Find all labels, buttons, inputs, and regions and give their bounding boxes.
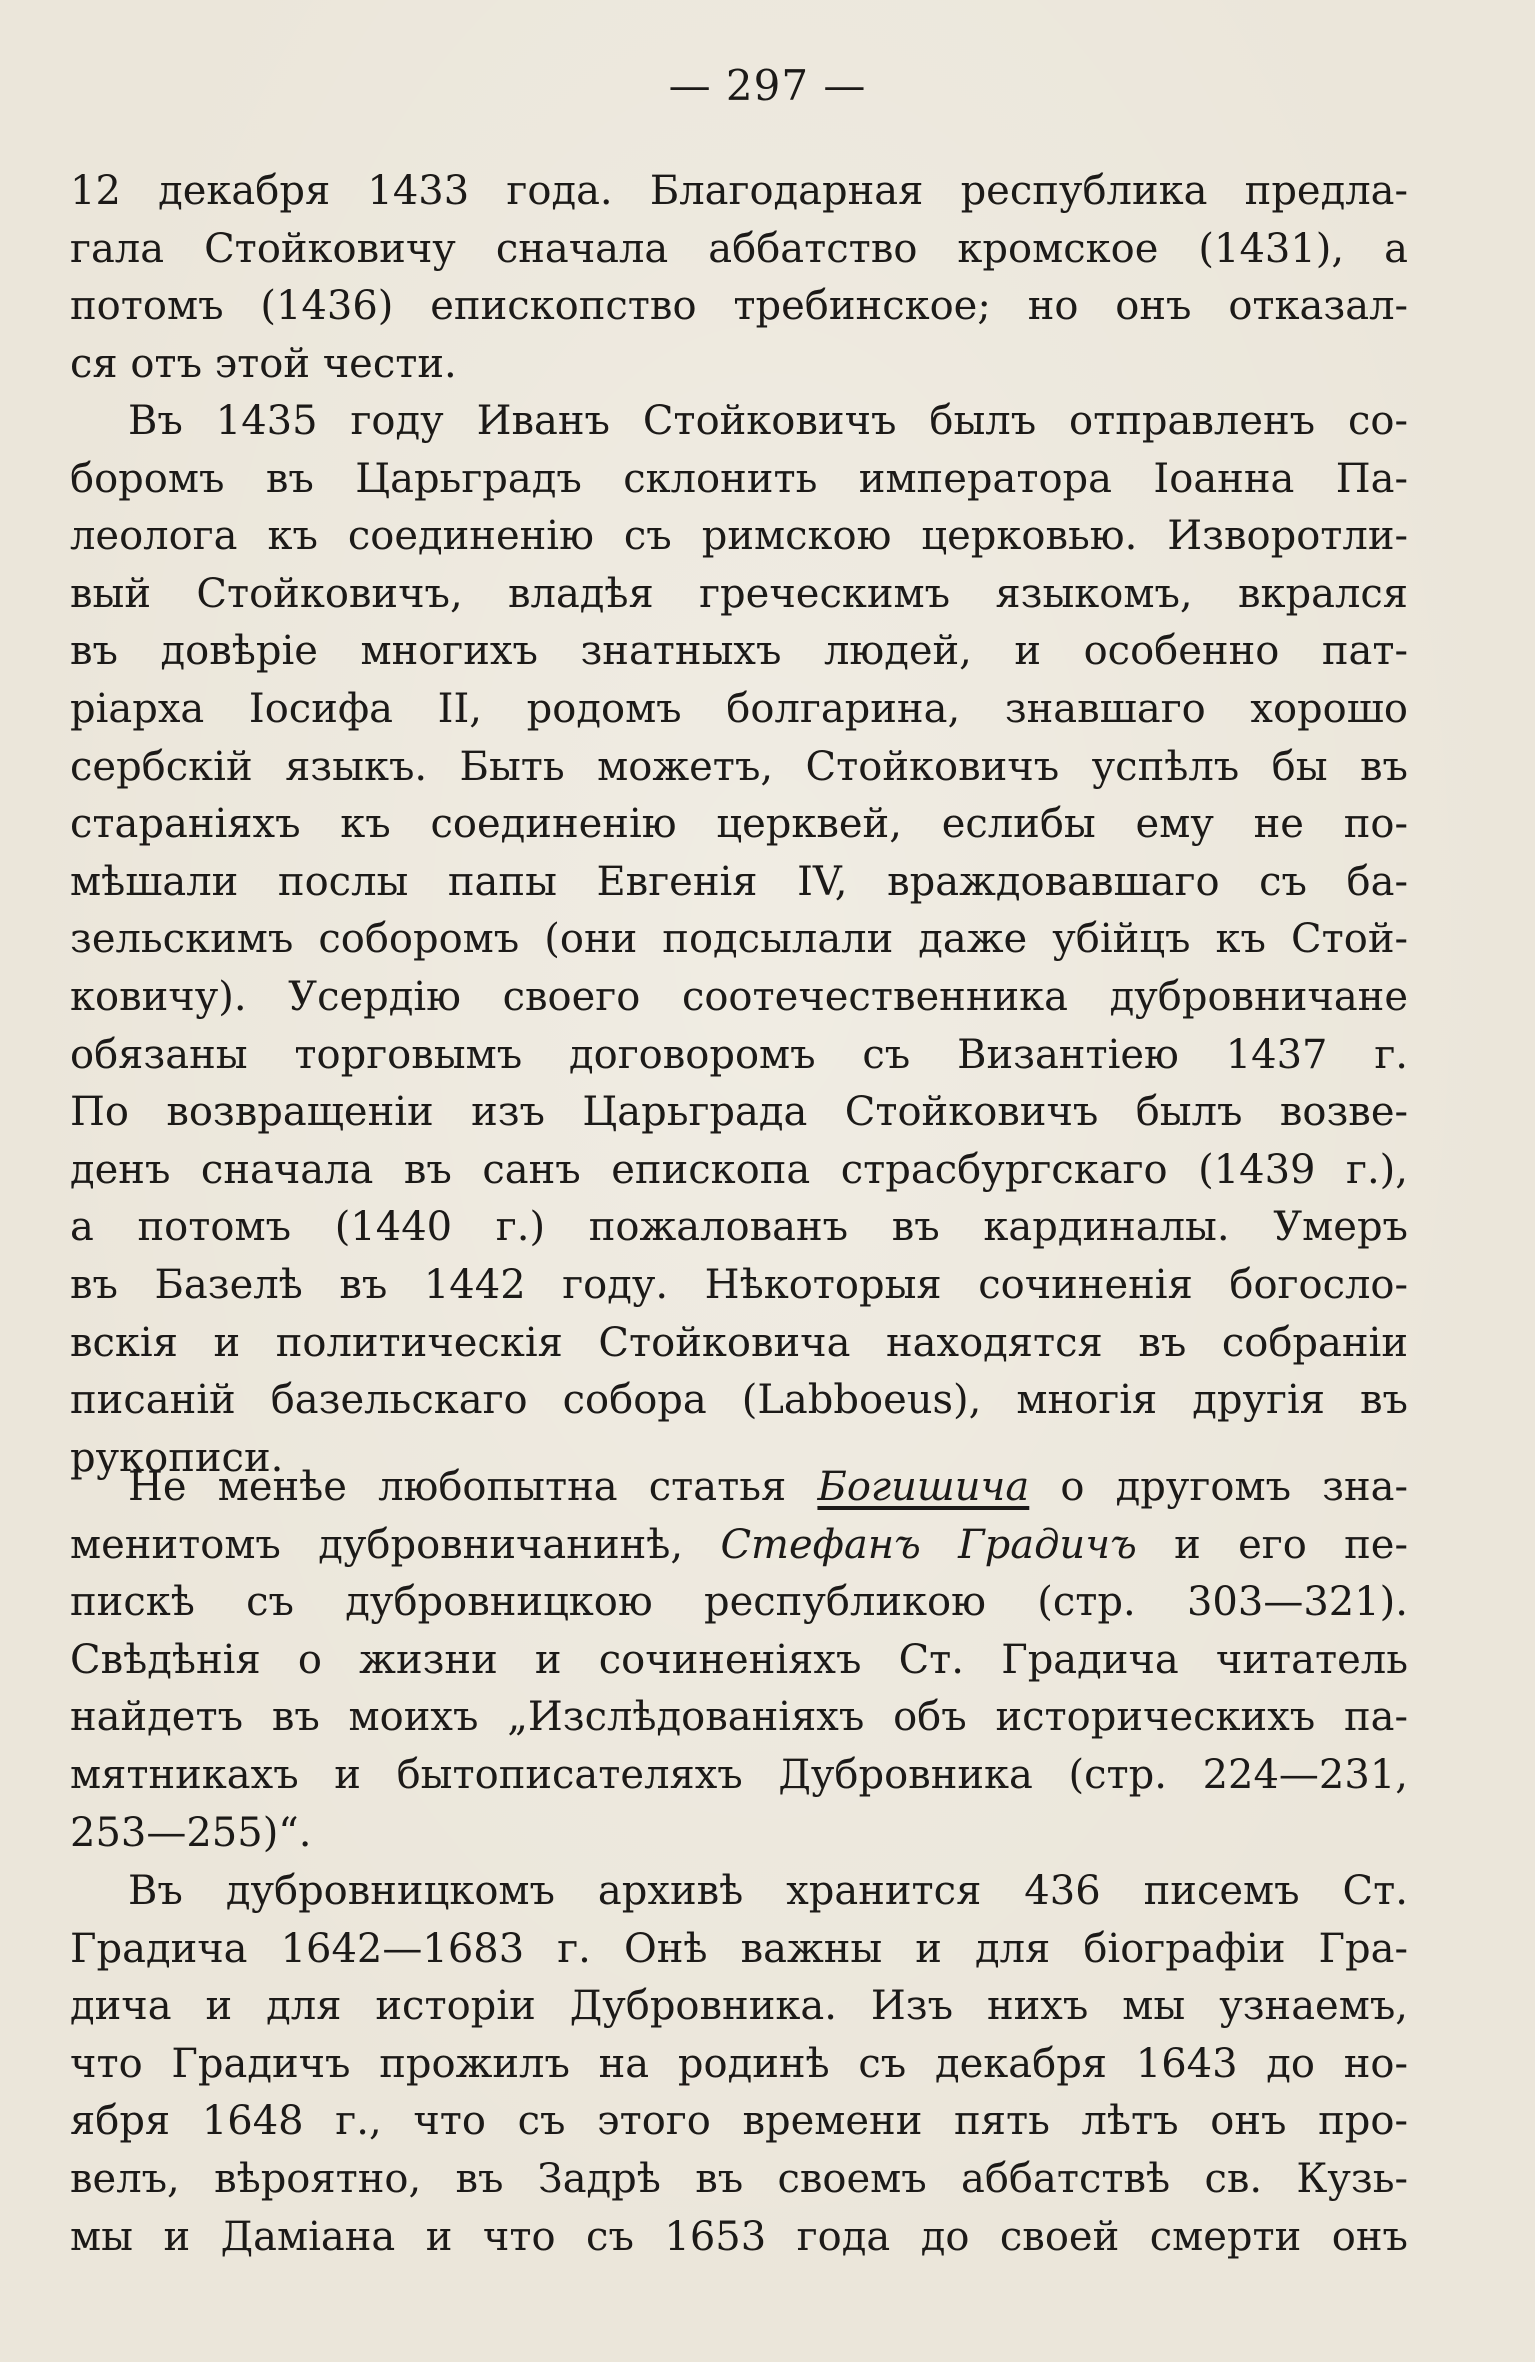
text-line: ріарха Іосифа II, родомъ болгарина, знавшаго хорошо [70,685,1408,732]
text-run: и его пе- [1136,1521,1408,1568]
text-line: леолога къ соединенію съ римскою церковью. Изворотли- [70,513,1408,560]
text-line: мы и Даміана и что съ 1653 года до своей смерти онъ [70,2213,1408,2260]
text-line: что Градичъ прожилъ на родинѣ съ декабря 1643 до но- [70,2040,1408,2087]
text-line: рукописи. [70,1434,284,1481]
text-run: о другомъ зна- [1029,1464,1409,1510]
text-run: Не менѣе любопытна статья [128,1464,818,1510]
text-line: боромъ въ Царьградъ склонить императора Іоанна Па- [70,455,1408,502]
text-line [70,1459,1408,1517]
text-line: сербскій языкъ. Быть можетъ, Стойковичъ успѣлъ бы въ [70,743,1408,790]
text-line: Свѣдѣнія о жизни и сочиненіяхъ Ст. Градича читатель [70,1636,1408,1683]
text-line: Градича 1642—1683 г. Онѣ важны и для біографіи Гра- [70,1925,1408,1972]
paragraph-2 [70,393,1408,1487]
paragraph-4 [70,1863,1408,2266]
text-line: гала Стойковичу сначала аббатство кромское (1431), а [70,225,1408,272]
text-line [70,1517,1408,1575]
text-line: 12 декабря 1433 года. Благодарная республика предла- [70,168,1408,214]
person-name-italic: Стефанъ Градичъ [720,1521,1137,1568]
text-line: потомъ (1436) епископство требинское; но онъ отказал- [70,283,1408,330]
text-line: мѣшали послы папы Евгенія IV, враждовавшаго съ ба- [70,858,1408,905]
text-line: 253—255)“. [70,1809,312,1856]
paragraph-1 [70,163,1408,393]
text-line: ковичу). Усердію своего соотечественника дубровничане [70,973,1408,1020]
text-line: ября 1648 г., что съ этого времени пять лѣтъ онъ про- [70,2098,1408,2145]
text-line: стараніяхъ къ соединенію церквей, еслибы ему не по- [70,801,1408,848]
paragraph-3 [70,1459,1408,1862]
text-line: вскія и политическія Стойковича находятся въ собраніи [70,1319,1408,1366]
text-line: найдетъ въ моихъ „Изслѣдованіяхъ объ историческихъ па- [70,1694,1408,1741]
text-line: въ Базелѣ въ 1442 году. Нѣкоторыя сочиненія богосло- [70,1261,1408,1308]
text-line: въ довѣріе многихъ знатныхъ людей, и особенно пат- [70,628,1408,675]
text-line: вый Стойковичъ, владѣя греческимъ языкомъ, вкрался [70,570,1408,617]
page-number: — 297 — [668,61,867,110]
author-name-italic: Богишича [817,1464,1030,1510]
text-line: ся отъ этой чести. [70,340,457,387]
text-line: денъ сначала въ санъ епископа страсбургскаго (1439 г.), [70,1146,1408,1193]
text-line: велъ, вѣроятно, въ Задрѣ въ своемъ аббатствѣ св. Кузь- [70,2155,1408,2202]
text-line: зельскимъ соборомъ (они подсылали даже убійцъ къ Стой- [70,916,1408,963]
text-run: менитомъ дубровничанинѣ, [70,1521,721,1568]
text-line: мятникахъ и бытописателяхъ Дубровника (стр. 224—231, [70,1751,1408,1798]
text-line: По возвращеніи изъ Царьграда Стойковичъ былъ возве- [70,1089,1408,1136]
text-line: Въ 1435 году Иванъ Стойковичъ былъ отправленъ со- [128,398,1408,444]
text-line: писаній базельскаго собора (Labboeus), многія другія въ [70,1377,1408,1424]
text-line: а потомъ (1440 г.) пожалованъ въ кардиналы. Умеръ [70,1204,1408,1251]
text-line [70,1574,1408,1632]
text-line: дича и для исторіи Дубровника. Изъ нихъ мы узнаемъ, [70,1983,1408,2030]
text-run: пискѣ съ дубровницкою республикою (стр. 303—321). [70,1579,1408,1626]
text-line: обязаны торговымъ договоромъ съ Византіею 1437 г. [70,1031,1408,1078]
text-line: Въ дубровницкомъ архивѣ хранится 436 писемъ Ст. [128,1868,1408,1914]
